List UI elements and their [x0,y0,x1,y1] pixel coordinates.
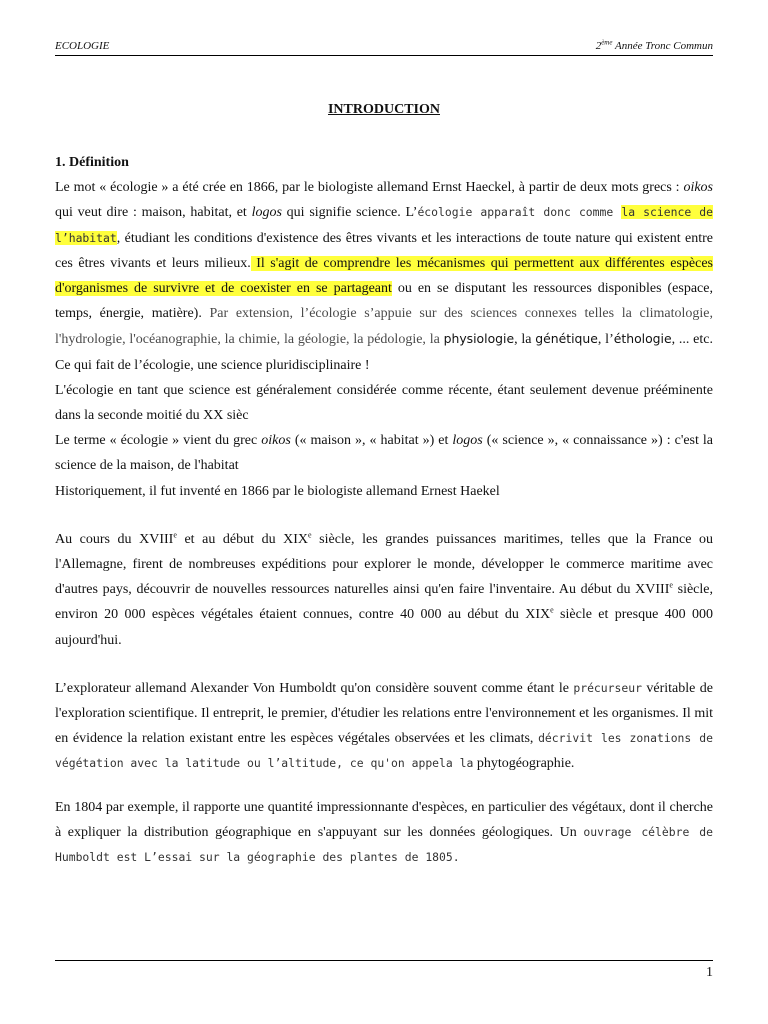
page-number: 1 [706,965,713,980]
header-subject: ECOLOGIE [55,40,110,52]
paragraph-etymology: Le terme « écologie » vient du grec oikos (« maison », « habitat ») et logos (« science », « connaissance ») : c'est la science de la maison, de l'habitat [55,433,714,474]
paragraph-history: Historiquement, il fut inventé en 1866 par le biologiste allemand Ernest Haekel [55,483,500,499]
highlighted-text: la science de l’habitat [55,205,714,245]
paragraph-humboldt: L’explorateur allemand Alexander Von Humboldt qu'on considère souvent comme étant le précurseur véritable de l'exploration scientifique. Il entreprit, le premier, d'étudier les relations entre l'environnement et les organismes. Il mit en évidence la relation existant entre les espèces végétales observées et les climats, décrivit les zonations de végétation avec la latitude ou l’altitude, ce qu'on appela la phytogéographie. [55,680,713,772]
highlighted-text: Il s'agit de comprendre les mécanismes qui permettent aux différentes espèces d'organismes de survivre et de coexister en se partageant [55,255,713,297]
footer-rule [55,960,713,961]
page-title: INTRODUCTION [327,102,440,117]
section-heading: 1. Définition [55,155,129,170]
header-rule [55,55,713,56]
page-header [55,40,713,56]
document-body [55,150,713,870]
paragraph-recent-science: L'écologie en tant que science est généralement considérée comme récente, étant seulement devenue prééminente dans la seconde moitié du XX sièc [55,382,713,424]
paragraph-1804: En 1804 par exemple, il rapporte une quantité impressionnante d'espèces, en particulier des végétaux, dont il cherche à expliquer la distribution géographique en s'appuyant sur les données géologiques. Un ouvrage célèbre de Humboldt est L’essai sur la géographie des plantes de 1805. [55,799,713,865]
paragraph-expeditions: Au cours du XVIIIe et au début du XIXe siècle, les grandes puissances maritimes, telles que la France ou l'Allemagne, firent de nombreuses expéditions pour explorer le monde, développer le commerce maritime avec d'autres pays, découvrir de nouvelles ressources naturelles ainsi qu'en faire l'inventaire. Au début du XVIIIe siècle, environ 20 000 espèces végétales étaient connues, contre 40 000 au début du XIXe siècle et presque 400 000 aujourd'hui. [55,530,714,648]
paragraph-definition: Le mot « écologie » a été crée en 1866, par le biologiste allemand Ernst Haeckel, à partir de deux mots grecs : oikos qui veut dire : maison, habitat, et logos qui signifie science. L’écologie apparaît donc comme la science de l’habitat, étudiant les conditions d'existence des êtres vivants et les interactions de toute nature qui existent entre ces êtres vivants et leurs milieux. Il s'agit de comprendre les mécanismes qui permettent aux différentes espèces d'organismes de survivre et de coexister en se partageant ou en se disputant les ressources disponibles (espace, temps, énergie, matière). Par extension, l’écologie s’appuie sur des sciences connexes telles la climatologie, l'hydrologie, l'océanographie, la chimie, la géologie, la pédologie, la physiologie, la génétique, l’éthologie, ... etc. Ce qui fait de l’écologie, une science pluridisciplinaire ! [55,180,714,373]
header-class-level: 2ème Année Tronc Commun [595,38,713,52]
